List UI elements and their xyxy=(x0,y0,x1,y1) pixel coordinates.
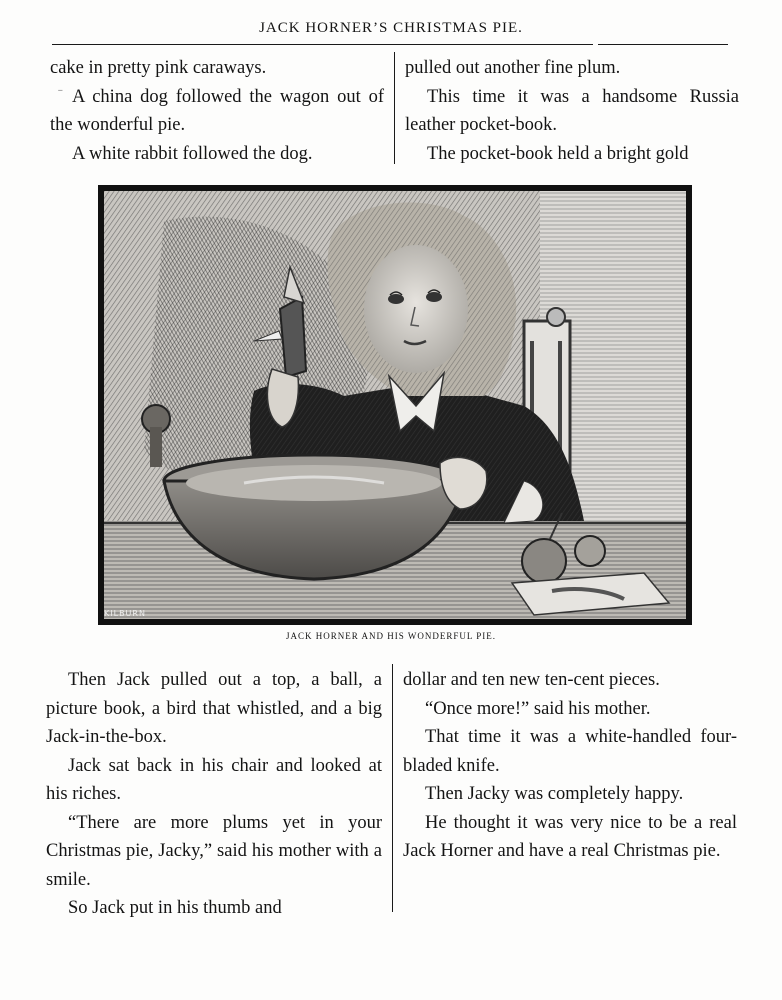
paragraph: He thought it was very nice to be a real Jack Horner and have a real Christmas pie. xyxy=(403,812,737,861)
engraving-illustration xyxy=(98,185,692,625)
paragraph: Then Jack pulled out a top, a ball, a picture book, a bird that whistled, and a big Jack-in-the-box. xyxy=(46,670,382,747)
paragraph: A white rabbit followed the dog. xyxy=(72,143,313,164)
bottom-right-column xyxy=(403,666,737,866)
top-right-column xyxy=(405,54,739,168)
paragraph: pulled out another fine plum. xyxy=(405,58,621,78)
paragraph: cake in pretty pink caraways. xyxy=(50,58,267,78)
paragraph: A china dog followed the wagon out of the wonderful pie. xyxy=(50,86,384,135)
paragraph: “Once more!” said his mother. xyxy=(425,698,651,719)
paragraph: This time it was a handsome Russia leather pocket-book. xyxy=(405,86,739,135)
engraver-signature: KILBURN xyxy=(104,609,146,618)
engraving-drawing xyxy=(104,191,686,619)
paragraph: Then Jacky was completely happy. xyxy=(425,784,684,804)
head-rule-left xyxy=(52,44,593,45)
bottom-column-rule xyxy=(392,664,393,912)
bottom-left-column xyxy=(46,666,382,923)
paragraph: “There are more plums yet in your Christmas pie, Jacky,” said his mother with a smile. xyxy=(46,812,382,890)
head-rule-right xyxy=(598,44,728,45)
paragraph: The pocket-book held a bright gold xyxy=(427,143,689,164)
running-head: JACK HORNER’S CHRISTMAS PIE. xyxy=(259,20,523,36)
paragraph: That time it was a white-handled four-bladed knife. xyxy=(403,727,737,776)
top-column-rule xyxy=(394,52,395,164)
paragraph: So Jack put in his thumb and xyxy=(68,898,282,918)
top-left-column xyxy=(50,54,384,168)
paragraph: dollar and ten new ten-cent pieces. xyxy=(403,670,660,690)
figure-caption: JACK HORNER AND HIS WONDERFUL PIE. xyxy=(285,631,496,641)
stray-ink-mark: ˗ xyxy=(58,82,63,97)
paragraph: Jack sat back in his chair and looked at his riches. xyxy=(46,755,382,804)
